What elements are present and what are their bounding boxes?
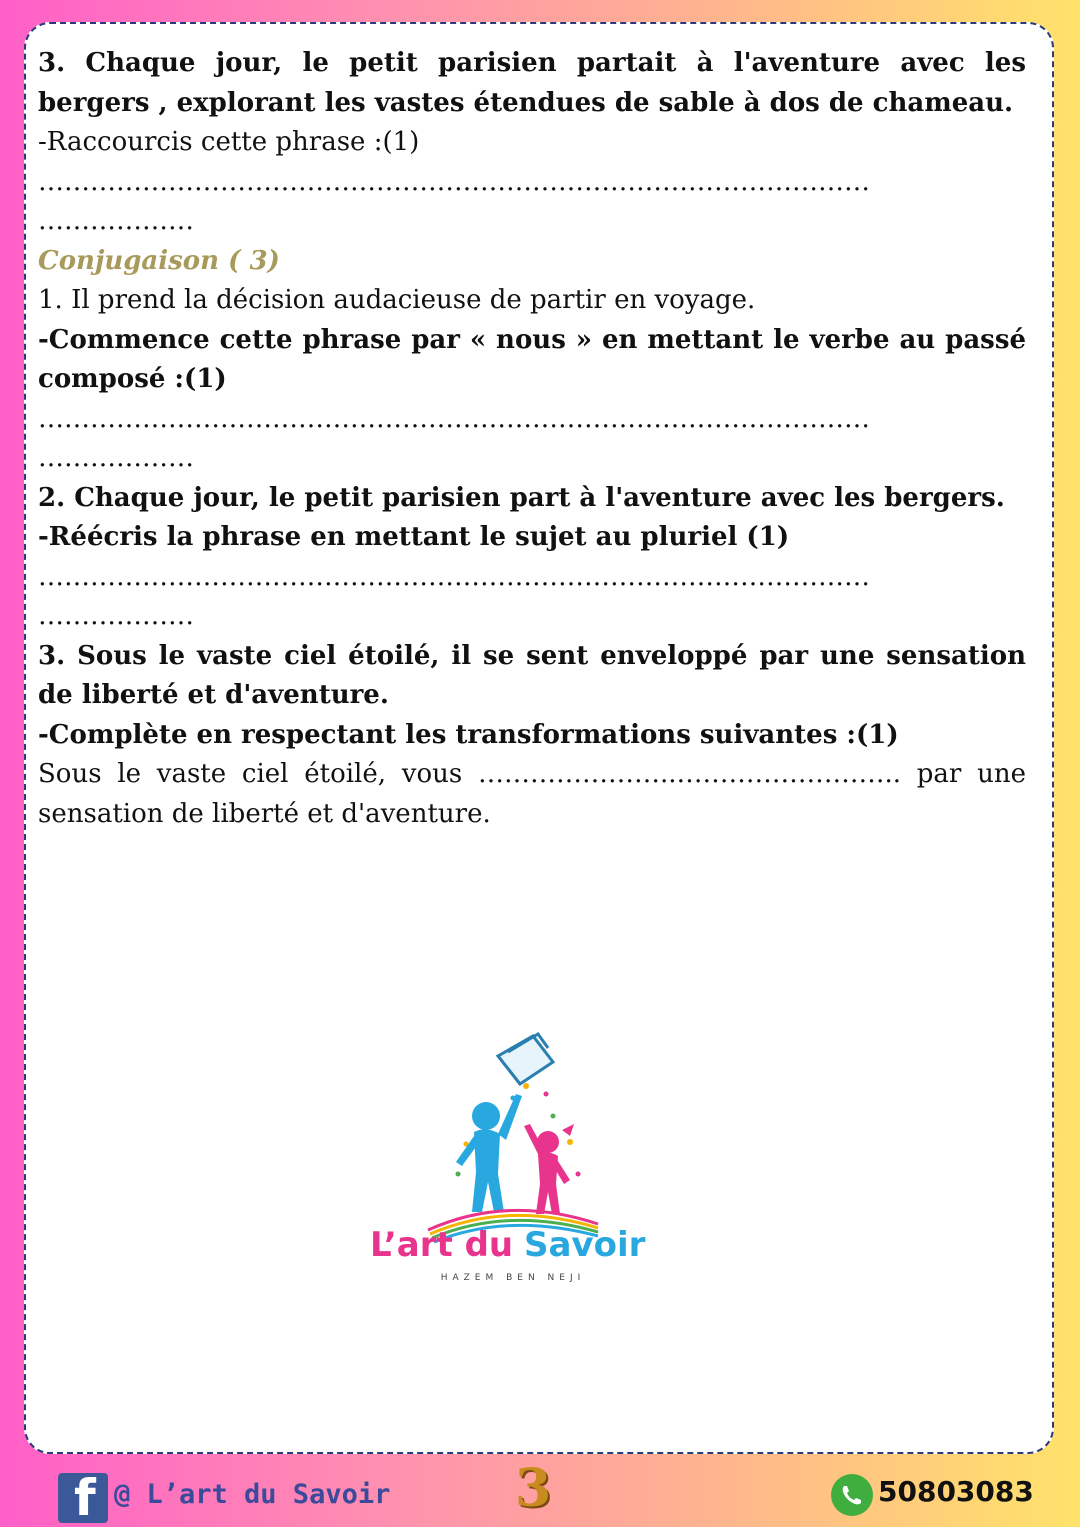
section-title-conjugaison: Conjugaison ( 3) [38,245,280,276]
conj-q3-sentence: 3. Sous le vaste ciel étoilé, il se sent enveloppé par une sensation de liberté et d'aventure. [38,640,1026,710]
page-number: 3 [515,1458,552,1519]
phone-number[interactable]: 50803083 [878,1475,1034,1508]
answer-line[interactable]: ……………… [38,601,194,631]
answer-line[interactable]: …………………………………………………………………………………… [38,166,870,197]
answer-line[interactable]: …………………………………………………………………………………… [38,561,870,592]
conj-q3-instruction: -Complète en respectant les transformations suivantes :(1) [38,719,899,750]
whatsapp-phone-icon[interactable] [830,1473,874,1517]
q3-reduce-instruction: -Raccourcis cette phrase :(1) [38,127,420,157]
logo-tagline: HAZEM BEN NEJI [440,1273,586,1283]
worksheet-content [38,44,1026,834]
conj-q2-instruction: -Réécris la phrase en mettant le sujet au pluriel (1) [38,522,790,552]
answer-line[interactable]: ……………… [38,443,194,473]
q3-reduce-sentence: 3. Chaque jour, le petit parisien partait à l'aventure avec les bergers , explorant les vastes étendues de sable à dos de chameau. [38,48,1026,118]
brand-logo [348,1024,678,1294]
logo-brand-b: Savoir [524,1225,646,1265]
conj-q1-sentence: 1. Il prend la décision audacieuse de partir en voyage. [38,285,756,315]
worksheet-page [24,22,1054,1454]
conj-q1-instruction: -Commence cette phrase par « nous » en mettant le verbe au passé composé :(1) [38,324,1026,394]
book-icon [498,1034,553,1084]
conj-q2-sentence: 2. Chaque jour, le petit parisien part à l'aventure avec les bergers. [38,482,1005,513]
answer-line[interactable]: …………………………………………………………………………………… [38,403,870,434]
child-blue-icon [456,1094,522,1212]
facebook-icon[interactable]: f [58,1473,108,1523]
page-footer [0,1455,1080,1527]
logo-brand-a: L’art du [370,1225,514,1265]
answer-line[interactable]: ……………… [38,206,194,236]
facebook-label[interactable]: @ L’art du Savoir [114,1479,391,1510]
child-pink-icon [524,1124,574,1214]
conj-q3-completion[interactable]: Sous le vaste ciel étoilé, vous …………………..…………………….. par une sensation de liberté et d'aventure. [38,759,1026,829]
